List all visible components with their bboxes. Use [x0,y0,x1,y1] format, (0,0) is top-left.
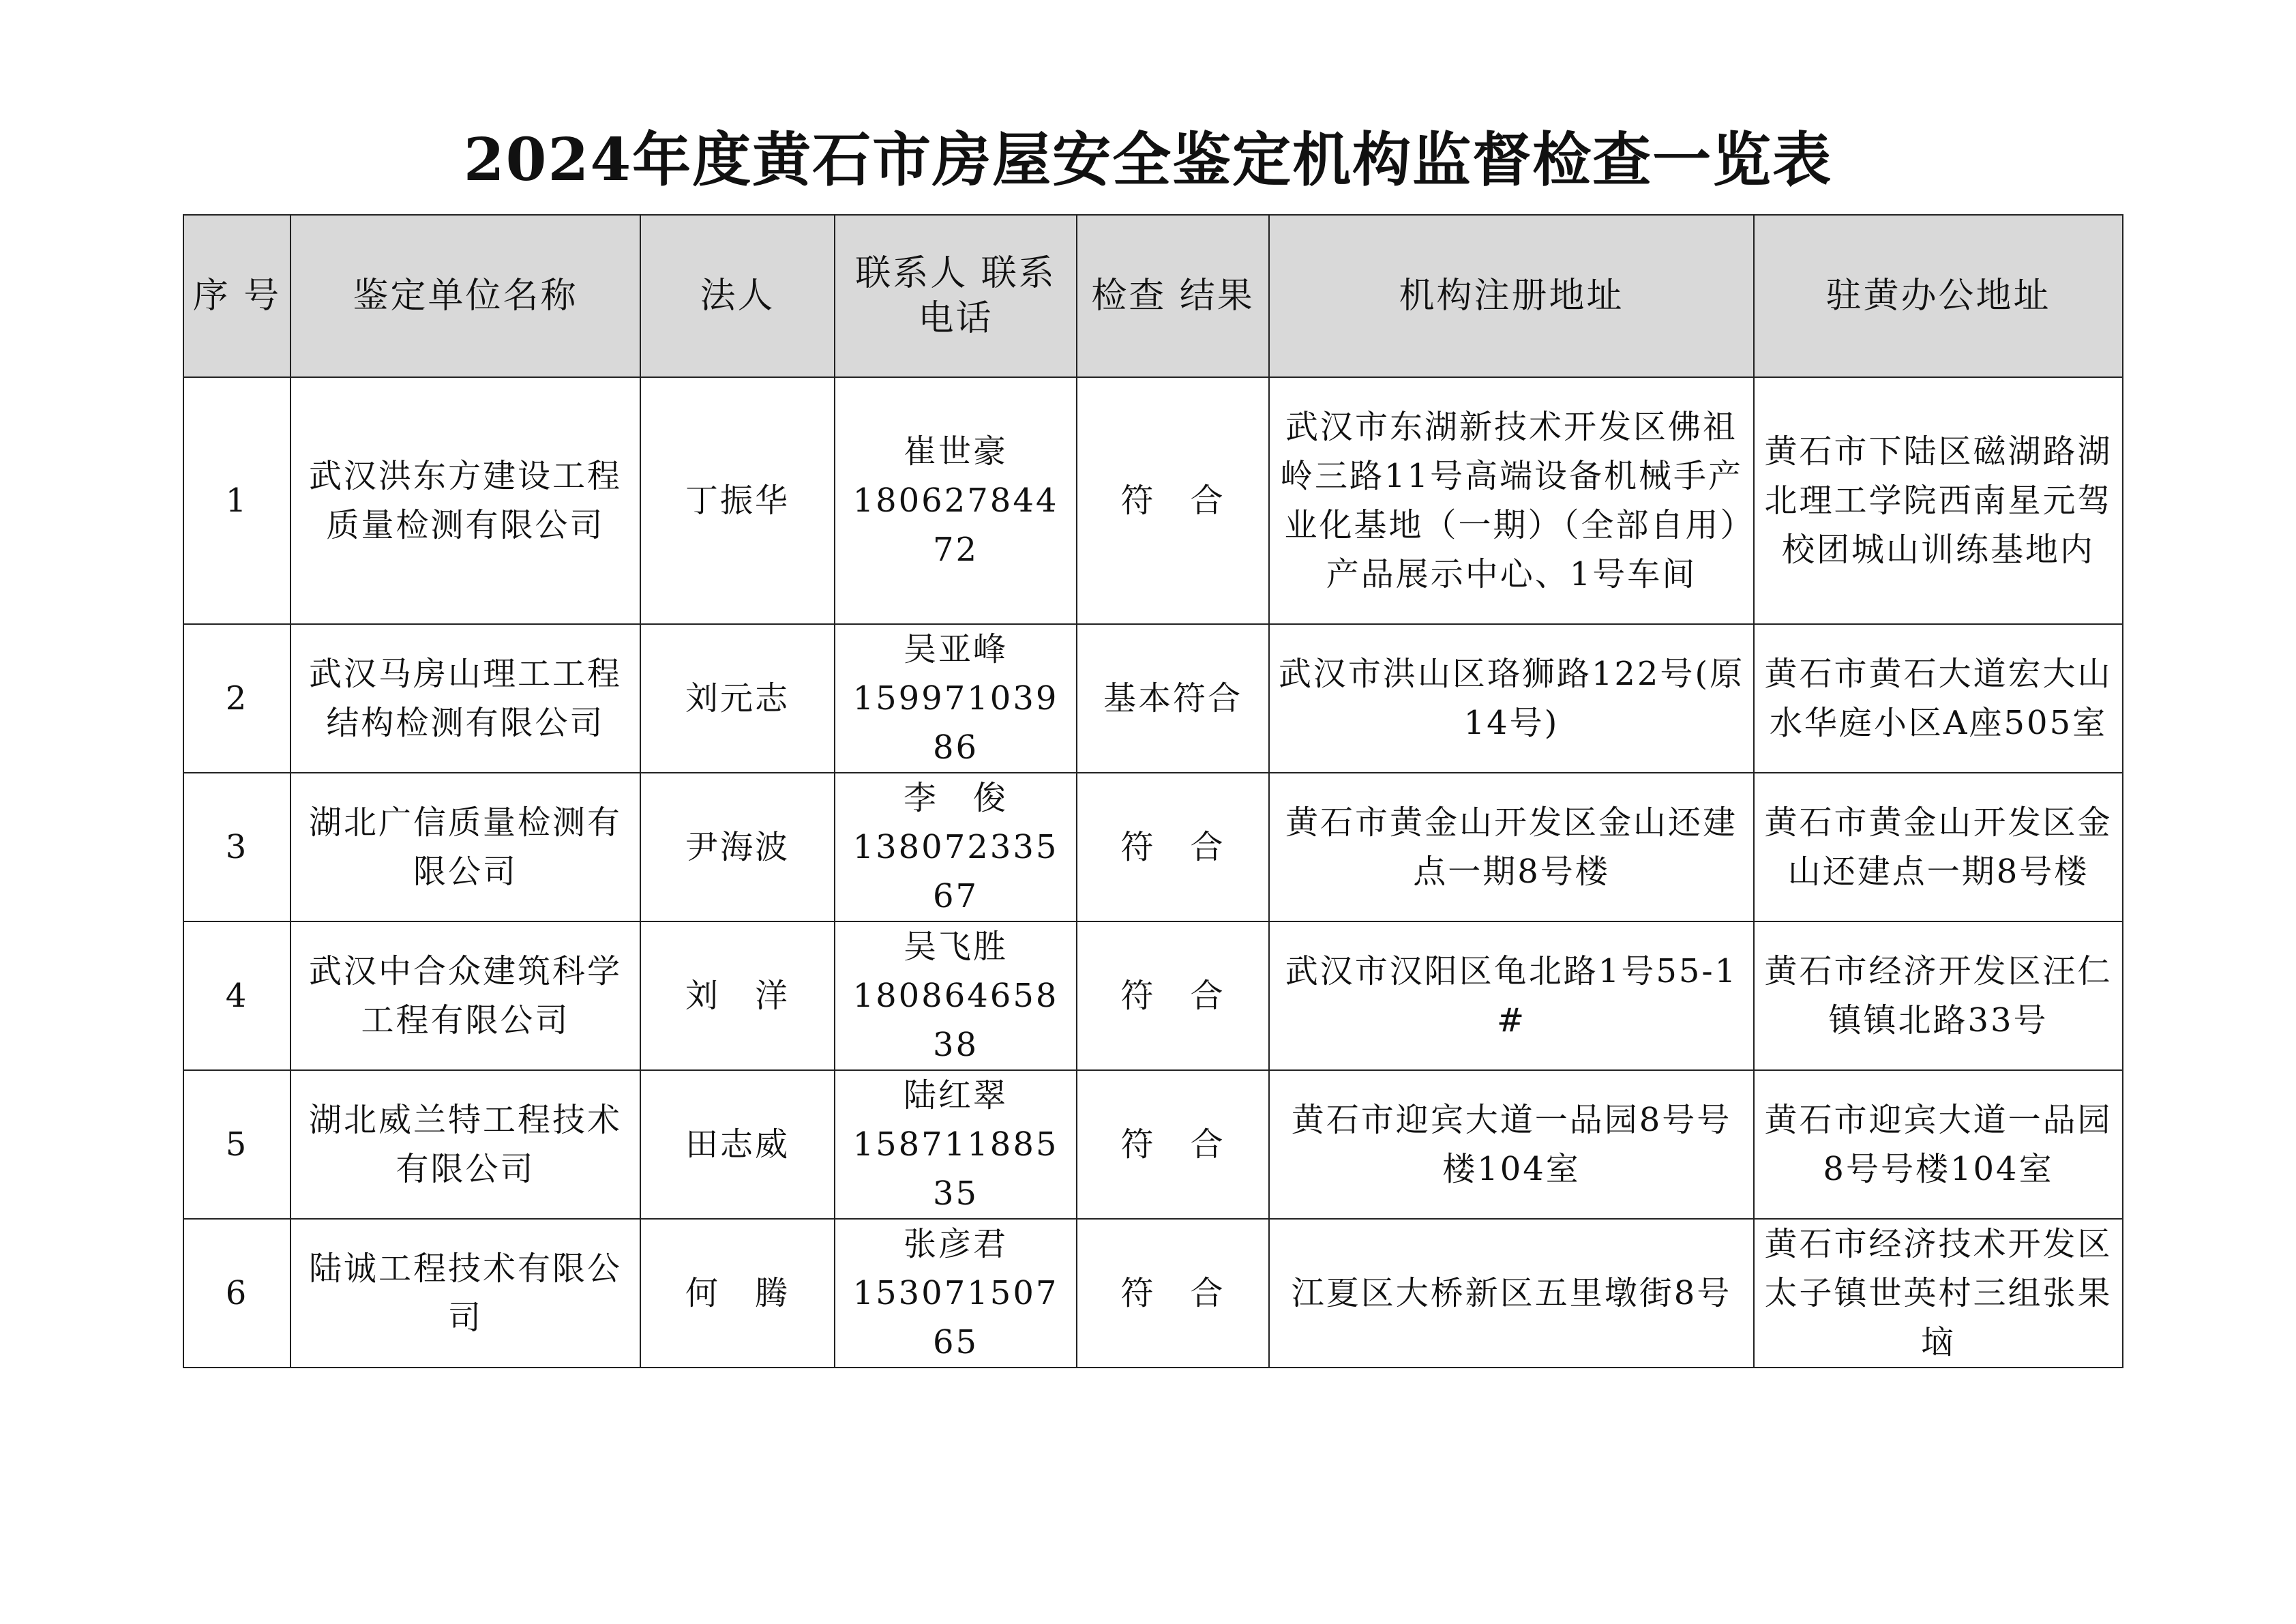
cell-index: 4 [183,921,290,1070]
contact-name: 崔世豪 [903,432,1008,471]
table-body [183,377,2123,1368]
cell-contact [835,1219,1077,1368]
cell-result: 符 合 [1077,377,1269,624]
contact-phone: 15997103986 [852,679,1059,767]
cell-legal-person: 何 腾 [640,1219,835,1368]
cell-unit-name: 武汉洪东方建设工程质量检测有限公司 [290,377,640,624]
contact-phone: 15871188535 [852,1125,1059,1213]
contact-phone: 18062784472 [852,482,1059,569]
header-row [183,215,2123,377]
cell-legal-person: 田志威 [640,1070,835,1219]
cell-contact [835,921,1077,1070]
table-header [183,215,2123,377]
cell-local-office-address: 黄石市黄石大道宏大山水华庭小区A座505室 [1754,624,2123,773]
cell-local-office-address: 黄石市黄金山开发区金山还建点一期8号楼 [1754,773,2123,921]
header-registered-address: 机构注册地址 [1269,215,1754,377]
cell-registered-address: 黄石市迎宾大道一品园8号号楼104室 [1269,1070,1754,1219]
cell-index: 5 [183,1070,290,1219]
cell-legal-person: 丁振华 [640,377,835,624]
cell-local-office-address: 黄石市经济技术开发区太子镇世英村三组张果垴 [1754,1219,2123,1368]
cell-legal-person: 刘 洋 [640,921,835,1070]
table-row [183,921,2123,1070]
table-row [183,377,2123,624]
inspection-table [183,214,2123,1368]
cell-result: 符 合 [1077,1219,1269,1368]
header-legal-person: 法人 [640,215,835,377]
cell-local-office-address: 黄石市迎宾大道一品园8号号楼104室 [1754,1070,2123,1219]
table-row [183,1219,2123,1368]
cell-contact [835,624,1077,773]
cell-result: 符 合 [1077,921,1269,1070]
cell-legal-person: 尹海波 [640,773,835,921]
cell-registered-address: 武汉市洪山区珞狮路122号(原14号) [1269,624,1754,773]
cell-registered-address: 武汉市东湖新技术开发区佛祖岭三路11号高端设备机械手产业化基地（一期）（全部自用）产品展示中心、1号车间 [1269,377,1754,624]
table-row [183,1070,2123,1219]
contact-phone: 18086465838 [852,977,1059,1064]
table-row [183,773,2123,921]
contact-name: 吴亚峰 [903,630,1008,668]
cell-contact [835,773,1077,921]
cell-index: 6 [183,1219,290,1368]
cell-registered-address: 武汉市汉阳区龟北路1号55-1# [1269,921,1754,1070]
contact-name: 吴飞胜 [903,928,1008,966]
contact-phone: 13807233567 [852,828,1059,915]
cell-unit-name: 湖北广信质量检测有限公司 [290,773,640,921]
header-result: 检查 结果 [1077,215,1269,377]
header-contact: 联系人 联系电话 [835,215,1077,377]
cell-local-office-address: 黄石市下陆区磁湖路湖北理工学院西南星元驾校团城山训练基地内 [1754,377,2123,624]
header-index: 序 号 [183,215,290,377]
contact-phone: 15307150765 [852,1274,1059,1361]
cell-index: 2 [183,624,290,773]
header-local-office-address: 驻黄办公地址 [1754,215,2123,377]
cell-registered-address: 江夏区大桥新区五里墩街8号 [1269,1219,1754,1368]
cell-unit-name: 武汉中合众建筑科学工程有限公司 [290,921,640,1070]
cell-contact [835,377,1077,624]
cell-unit-name: 武汉马房山理工工程结构检测有限公司 [290,624,640,773]
cell-unit-name: 湖北威兰特工程技术有限公司 [290,1070,640,1219]
document-title: 2024年度黄石市房屋安全鉴定机构监督检查一览表 [463,126,1833,194]
cell-result: 基本符合 [1077,624,1269,773]
cell-legal-person: 刘元志 [640,624,835,773]
cell-index: 1 [183,377,290,624]
table-row [183,624,2123,773]
cell-contact [835,1070,1077,1219]
cell-local-office-address: 黄石市经济开发区汪仁镇镇北路33号 [1754,921,2123,1070]
contact-name: 李 俊 [903,779,1008,817]
cell-result: 符 合 [1077,1070,1269,1219]
header-unit-name: 鉴定单位名称 [290,215,640,377]
cell-registered-address: 黄石市黄金山开发区金山还建点一期8号楼 [1269,773,1754,921]
cell-index: 3 [183,773,290,921]
contact-name: 张彦君 [903,1225,1008,1263]
contact-name: 陆红翠 [903,1076,1008,1114]
cell-unit-name: 陆诚工程技术有限公司 [290,1219,640,1368]
cell-result: 符 合 [1077,773,1269,921]
